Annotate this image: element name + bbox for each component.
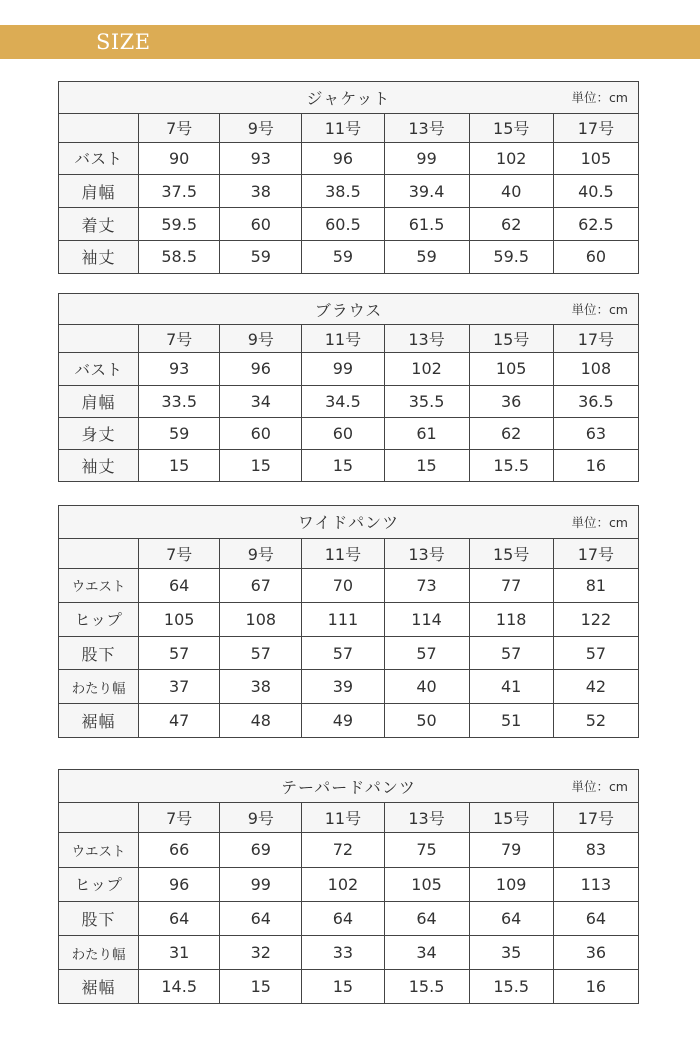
- size-header-cell: 7号: [139, 325, 220, 353]
- measurement-value: 72: [302, 833, 384, 867]
- measurement-value: 31: [139, 935, 220, 969]
- measurement-value: 99: [220, 867, 302, 901]
- measurement-row: [59, 935, 639, 969]
- measurement-value: 59: [384, 240, 469, 273]
- measurement-value: 35: [469, 935, 553, 969]
- measurement-value: 61: [384, 417, 469, 449]
- measurement-value: 57: [469, 636, 553, 670]
- table-title-cell: [59, 506, 639, 539]
- table-title-row: [59, 82, 639, 114]
- measurement-value: 58.5: [139, 240, 220, 273]
- measurement-value: 64: [469, 901, 553, 935]
- size-header-cell: 15号: [469, 803, 553, 833]
- table-title-row: [59, 294, 639, 325]
- measurement-row: [59, 636, 639, 670]
- measurement-value: 60.5: [302, 208, 384, 241]
- row-label: 袖丈: [59, 449, 139, 481]
- measurement-row: [59, 970, 639, 1004]
- measurement-value: 105: [139, 602, 220, 636]
- row-label: バスト: [59, 142, 139, 175]
- row-label: バスト: [59, 353, 139, 385]
- measurement-value: 37.5: [139, 175, 220, 208]
- measurement-value: 50: [384, 704, 469, 738]
- measurement-value: 75: [384, 833, 469, 867]
- header-corner-cell: [59, 538, 139, 568]
- measurement-value: 96: [139, 867, 220, 901]
- measurement-value: 42: [553, 670, 638, 704]
- size-header-cell: 9号: [220, 113, 302, 142]
- measurement-value: 15.5: [384, 970, 469, 1004]
- measurement-value: 40.5: [553, 175, 638, 208]
- measurement-value: 15: [139, 449, 220, 481]
- measurement-value: 47: [139, 704, 220, 738]
- measurement-value: 59: [139, 417, 220, 449]
- measurement-value: 15: [220, 449, 302, 481]
- measurement-value: 105: [384, 867, 469, 901]
- measurement-row: [59, 568, 639, 602]
- measurement-value: 39: [302, 670, 384, 704]
- measurement-value: 41: [469, 670, 553, 704]
- size-header-cell: 17号: [553, 803, 638, 833]
- measurement-value: 69: [220, 833, 302, 867]
- measurement-value: 36: [469, 385, 553, 417]
- measurement-value: 34: [220, 385, 302, 417]
- measurement-value: 37: [139, 670, 220, 704]
- size-header-row: [59, 538, 639, 568]
- row-label: 裾幅: [59, 704, 139, 738]
- measurement-value: 59.5: [469, 240, 553, 273]
- size-header-cell: 13号: [384, 803, 469, 833]
- measurement-value: 57: [220, 636, 302, 670]
- measurement-value: 67: [220, 568, 302, 602]
- row-label: わたり幅: [59, 670, 139, 704]
- measurement-value: 40: [384, 670, 469, 704]
- measurement-value: 60: [220, 417, 302, 449]
- unit-label: 単位：cm: [571, 779, 628, 795]
- measurement-value: 64: [220, 901, 302, 935]
- measurement-value: 15: [302, 449, 384, 481]
- row-label: 身丈: [59, 417, 139, 449]
- row-label: わたり幅: [59, 935, 139, 969]
- row-label: ヒップ: [59, 602, 139, 636]
- measurement-value: 38.5: [302, 175, 384, 208]
- size-header-cell: 17号: [553, 538, 638, 568]
- measurement-row: [59, 208, 639, 241]
- size-header-row: [59, 113, 639, 142]
- unit-label: 単位：cm: [571, 90, 628, 106]
- size-header-cell: 17号: [553, 325, 638, 353]
- size-banner: [0, 25, 700, 59]
- size-header-cell: 11号: [302, 325, 384, 353]
- size-header-cell: 13号: [384, 113, 469, 142]
- measurement-value: 32: [220, 935, 302, 969]
- measurement-value: 57: [384, 636, 469, 670]
- table-title-cell: [59, 294, 639, 325]
- row-label: 着丈: [59, 208, 139, 241]
- row-label: ウエスト: [59, 568, 139, 602]
- measurement-value: 35.5: [384, 385, 469, 417]
- size-header-row: [59, 325, 639, 353]
- size-header-cell: 15号: [469, 113, 553, 142]
- measurement-value: 64: [302, 901, 384, 935]
- size-header-cell: 15号: [469, 325, 553, 353]
- table-title-row: [59, 506, 639, 539]
- measurement-row: [59, 704, 639, 738]
- size-header-row: [59, 803, 639, 833]
- measurement-value: 108: [553, 353, 638, 385]
- measurement-row: [59, 602, 639, 636]
- row-label: 裾幅: [59, 970, 139, 1004]
- measurement-value: 16: [553, 970, 638, 1004]
- measurement-value: 15.5: [469, 970, 553, 1004]
- size-header-cell: 11号: [302, 113, 384, 142]
- header-corner-cell: [59, 325, 139, 353]
- table-title: ワイドパンツ: [297, 513, 400, 533]
- measurement-row: [59, 385, 639, 417]
- measurement-row: [59, 175, 639, 208]
- measurement-value: 77: [469, 568, 553, 602]
- size-header-cell: 11号: [302, 803, 384, 833]
- measurement-value: 36: [553, 935, 638, 969]
- table-title-row: [59, 770, 639, 803]
- table-title: ブラウス: [314, 300, 383, 320]
- size-header-cell: 7号: [139, 538, 220, 568]
- measurement-value: 62: [469, 208, 553, 241]
- size-header-cell: 7号: [139, 803, 220, 833]
- measurement-value: 51: [469, 704, 553, 738]
- measurement-value: 16: [553, 449, 638, 481]
- measurement-row: [59, 353, 639, 385]
- size-header-cell: 17号: [553, 113, 638, 142]
- measurement-value: 33: [302, 935, 384, 969]
- measurement-value: 36.5: [553, 385, 638, 417]
- measurement-value: 38: [220, 175, 302, 208]
- measurement-value: 57: [139, 636, 220, 670]
- measurement-value: 73: [384, 568, 469, 602]
- measurement-value: 96: [302, 142, 384, 175]
- row-label: 股下: [59, 901, 139, 935]
- measurement-value: 40: [469, 175, 553, 208]
- size-table-tapered-pants: [58, 769, 639, 1004]
- measurement-value: 70: [302, 568, 384, 602]
- measurement-value: 59.5: [139, 208, 220, 241]
- measurement-value: 60: [302, 417, 384, 449]
- measurement-value: 48: [220, 704, 302, 738]
- measurement-value: 122: [553, 602, 638, 636]
- measurement-row: [59, 240, 639, 273]
- row-label: ヒップ: [59, 867, 139, 901]
- measurement-value: 33.5: [139, 385, 220, 417]
- unit-label: 単位：cm: [571, 514, 628, 530]
- measurement-value: 64: [139, 568, 220, 602]
- row-label: 肩幅: [59, 385, 139, 417]
- measurement-value: 49: [302, 704, 384, 738]
- measurement-value: 62.5: [553, 208, 638, 241]
- size-header-cell: 9号: [220, 538, 302, 568]
- measurement-value: 66: [139, 833, 220, 867]
- measurement-row: [59, 417, 639, 449]
- measurement-value: 105: [469, 353, 553, 385]
- header-corner-cell: [59, 803, 139, 833]
- measurement-row: [59, 142, 639, 175]
- measurement-value: 81: [553, 568, 638, 602]
- size-header-cell: 7号: [139, 113, 220, 142]
- size-header-cell: 9号: [220, 325, 302, 353]
- measurement-value: 15: [220, 970, 302, 1004]
- measurement-value: 52: [553, 704, 638, 738]
- measurement-value: 105: [553, 142, 638, 175]
- row-label: ウエスト: [59, 833, 139, 867]
- measurement-value: 38: [220, 670, 302, 704]
- measurement-value: 57: [302, 636, 384, 670]
- measurement-value: 96: [220, 353, 302, 385]
- header-corner-cell: [59, 113, 139, 142]
- measurement-row: [59, 449, 639, 481]
- measurement-value: 34: [384, 935, 469, 969]
- measurement-value: 114: [384, 602, 469, 636]
- row-label: 肩幅: [59, 175, 139, 208]
- size-table-wide-pants: [58, 505, 639, 738]
- measurement-value: 99: [384, 142, 469, 175]
- measurement-value: 90: [139, 142, 220, 175]
- table-title-cell: [59, 770, 639, 803]
- table-title: ジャケット: [306, 88, 391, 108]
- measurement-value: 102: [384, 353, 469, 385]
- measurement-row: [59, 867, 639, 901]
- measurement-row: [59, 901, 639, 935]
- measurement-value: 64: [139, 901, 220, 935]
- measurement-value: 113: [553, 867, 638, 901]
- measurement-value: 39.4: [384, 175, 469, 208]
- measurement-value: 102: [469, 142, 553, 175]
- row-label: 袖丈: [59, 240, 139, 273]
- measurement-value: 14.5: [139, 970, 220, 1004]
- size-table-jacket: [58, 81, 639, 274]
- measurement-value: 79: [469, 833, 553, 867]
- measurement-value: 59: [302, 240, 384, 273]
- measurement-value: 108: [220, 602, 302, 636]
- measurement-value: 93: [139, 353, 220, 385]
- measurement-value: 34.5: [302, 385, 384, 417]
- measurement-row: [59, 833, 639, 867]
- measurement-value: 61.5: [384, 208, 469, 241]
- size-table-blouse: [58, 293, 639, 482]
- size-header-cell: 13号: [384, 538, 469, 568]
- measurement-value: 60: [220, 208, 302, 241]
- measurement-value: 83: [553, 833, 638, 867]
- measurement-value: 15: [302, 970, 384, 1004]
- measurement-value: 118: [469, 602, 553, 636]
- measurement-value: 15.5: [469, 449, 553, 481]
- size-header-cell: 15号: [469, 538, 553, 568]
- measurement-value: 93: [220, 142, 302, 175]
- size-header-cell: 9号: [220, 803, 302, 833]
- size-header-cell: 13号: [384, 325, 469, 353]
- measurement-value: 109: [469, 867, 553, 901]
- measurement-value: 62: [469, 417, 553, 449]
- measurement-value: 15: [384, 449, 469, 481]
- measurement-value: 102: [302, 867, 384, 901]
- table-title-cell: [59, 82, 639, 114]
- size-header-cell: 11号: [302, 538, 384, 568]
- measurement-row: [59, 670, 639, 704]
- row-label: 股下: [59, 636, 139, 670]
- measurement-value: 60: [553, 240, 638, 273]
- banner-title: SIZE: [96, 30, 151, 54]
- measurement-value: 63: [553, 417, 638, 449]
- measurement-value: 64: [384, 901, 469, 935]
- measurement-value: 111: [302, 602, 384, 636]
- unit-label: 単位：cm: [571, 302, 628, 318]
- measurement-value: 64: [553, 901, 638, 935]
- table-title: テーパードパンツ: [281, 777, 416, 797]
- measurement-value: 59: [220, 240, 302, 273]
- measurement-value: 57: [553, 636, 638, 670]
- measurement-value: 99: [302, 353, 384, 385]
